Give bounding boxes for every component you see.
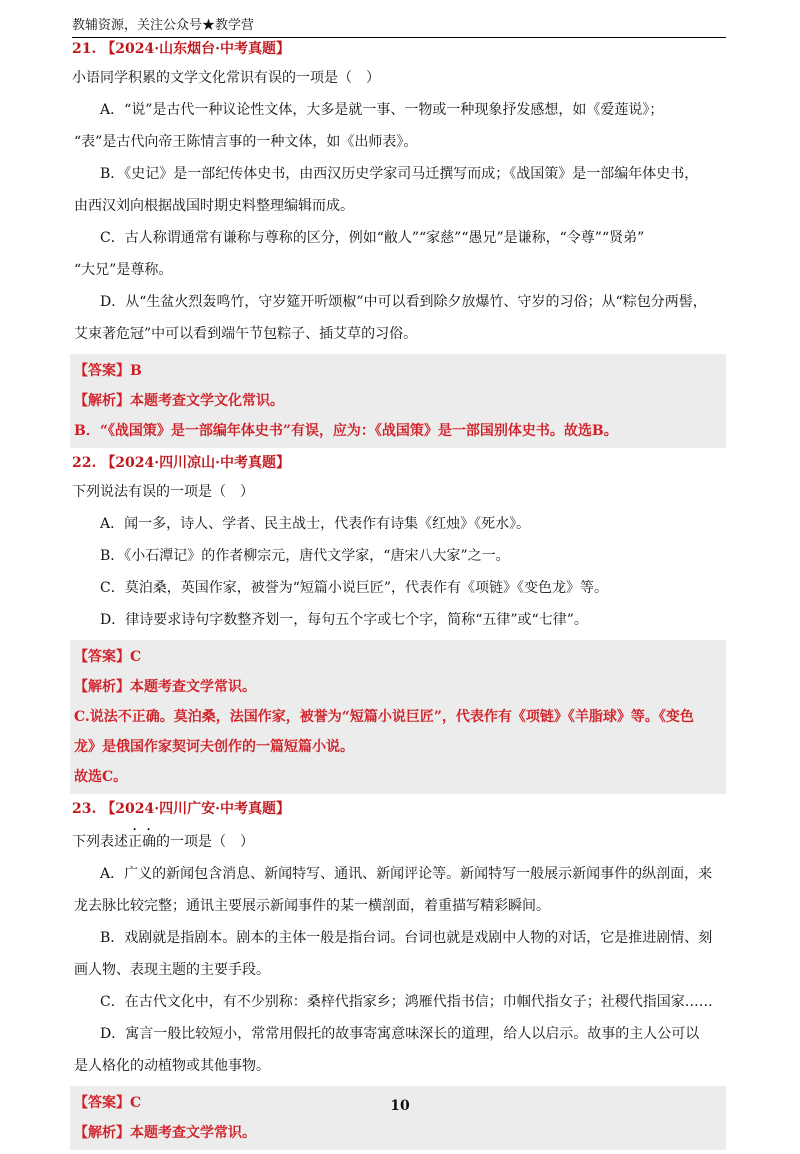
question-number: 21.	[72, 41, 97, 57]
option-line-cont: 由西汉刘向根据战国时期史料整理编辑而成。	[74, 198, 354, 214]
option-line: C．古人称谓通常有谦称与尊称的区分，例如“敝人”“家慈”“愚兄”是谦称，“令尊”“贤弟”	[100, 230, 645, 246]
option-line: B．《小石潭记》的作者柳宗元，唐代文学家，“唐宋八大家”之一。	[100, 548, 510, 564]
option-line: D．从“生盆火烈轰鸣竹，守岁筵开听颂椒”中可以看到除夕放爆竹、守岁的习俗；从“粽包分两髻，	[100, 294, 707, 310]
question-21	[72, 38, 726, 448]
option-line: B．戏剧就是指剧本。剧本的主体一般是指台词。台词也就是戏剧中人物的对话，它是推进剧情、刻	[100, 930, 713, 946]
question-source: 【2024·四川广安·中考真题】	[101, 801, 290, 817]
stem-emphasis: 正确	[128, 834, 156, 850]
option-d	[72, 604, 726, 636]
option-line: C．莫泊桑，英国作家，被誉为“短篇小说巨匠”，代表作有《项链》《变色龙》等。	[100, 580, 609, 596]
question-heading	[72, 798, 726, 820]
option-line: C．在古代文化中，有不少别称：桑梓代指家乡；鸿雁代指书信；巾帼代指女子；社稷代指国家……	[100, 994, 713, 1010]
explanation-line: 故选C。	[74, 769, 128, 785]
option-a	[72, 508, 726, 540]
option-line: A．“说”是古代一种议论性文体，大多是就一事、一物或一种现象抒发感想，如《爱莲说》；	[100, 102, 664, 118]
answer-box	[70, 1086, 726, 1150]
stem-before: 下列表述	[72, 834, 128, 850]
option-a	[72, 858, 726, 922]
page-header	[72, 14, 726, 38]
question-stem: 小语同学积累的文学文化常识有误的一项是（ ）	[72, 70, 380, 86]
question-22	[72, 452, 726, 794]
question-heading	[72, 38, 726, 60]
stem-after: 的一项是（ ）	[156, 834, 254, 850]
question-stem: 下列说法有误的一项是（ ）	[72, 484, 254, 500]
option-d	[72, 1018, 726, 1082]
document-body	[72, 38, 726, 1154]
option-c	[72, 572, 726, 604]
explanation-line: B．“《战国策》是一部编年体史书”有误，应为：《战国策》是一部国别体史书。故选B。	[74, 423, 618, 439]
question-number: 23.	[72, 801, 97, 817]
option-d	[72, 286, 726, 350]
option-line: D．律诗要求诗句字数整齐划一，每句五个字或七个字，简称“五律”或“七律”。	[100, 612, 588, 628]
question-source: 【2024·山东烟台·中考真题】	[101, 41, 290, 57]
option-a	[72, 94, 726, 158]
option-line: D．寓言一般比较短小，常常用假托的故事寄寓意味深长的道理，给人以启示。故事的主人公可以	[100, 1026, 700, 1042]
option-line-cont: 龙去脉比较完整；通讯主要展示新闻事件的某一横剖面，着重描写精彩瞬间。	[74, 898, 550, 914]
option-line-cont: “大兄”是尊称。	[74, 262, 173, 278]
option-line-cont: “表”是古代向帝王陈情言事的一种文体，如《出师表》。	[74, 134, 418, 150]
header-text: 教辅资源，关注公众号★教学营	[72, 18, 255, 33]
option-line-cont: 是人格化的动植物或其他事物。	[74, 1058, 270, 1074]
option-line: A．广义的新闻包含消息、新闻特写、通讯、新闻评论等。新闻特写一般展示新闻事件的纵剖面，来	[100, 866, 713, 882]
explanation-line: C.说法不正确。莫泊桑，法国作家，被誉为“短篇小说巨匠”，代表作有《项链》《羊脂球》等。《变色	[74, 709, 694, 725]
question-source: 【2024·四川凉山·中考真题】	[101, 455, 290, 471]
option-line: A．闻一多，诗人、学者、民主战士，代表作有诗集《红烛》《死水》。	[100, 516, 531, 532]
option-b	[72, 922, 726, 986]
option-b	[72, 158, 726, 222]
option-c	[72, 986, 726, 1018]
analysis-label: 【解析】本题考查文学常识。	[74, 679, 256, 695]
question-heading	[72, 452, 726, 474]
option-line-cont: 艾束著危冠”中可以看到端午节包粽子、插艾草的习俗。	[74, 326, 418, 342]
option-c	[72, 222, 726, 286]
question-number: 22.	[72, 455, 97, 471]
option-line-cont: 画人物、表现主题的主要手段。	[74, 962, 270, 978]
answer-box	[70, 354, 726, 448]
answer-label: 【答案】C	[74, 1095, 142, 1111]
answer-label: 【答案】C	[74, 649, 142, 665]
analysis-label: 【解析】本题考查文学文化常识。	[74, 393, 284, 409]
option-b	[72, 540, 726, 572]
explanation-line: 龙》是俄国作家契诃夫创作的一篇短篇小说。	[74, 739, 354, 755]
analysis-label: 【解析】本题考查文学常识。	[74, 1125, 256, 1141]
answer-box	[70, 640, 726, 794]
answer-label: 【答案】B	[74, 363, 142, 379]
question-stem	[72, 826, 726, 854]
page-number: 10	[390, 1098, 410, 1114]
option-line: B．《史记》是一部纪传体史书，由西汉历史学家司马迁撰写而成；《战国策》是一部编年体史书，	[100, 166, 699, 182]
